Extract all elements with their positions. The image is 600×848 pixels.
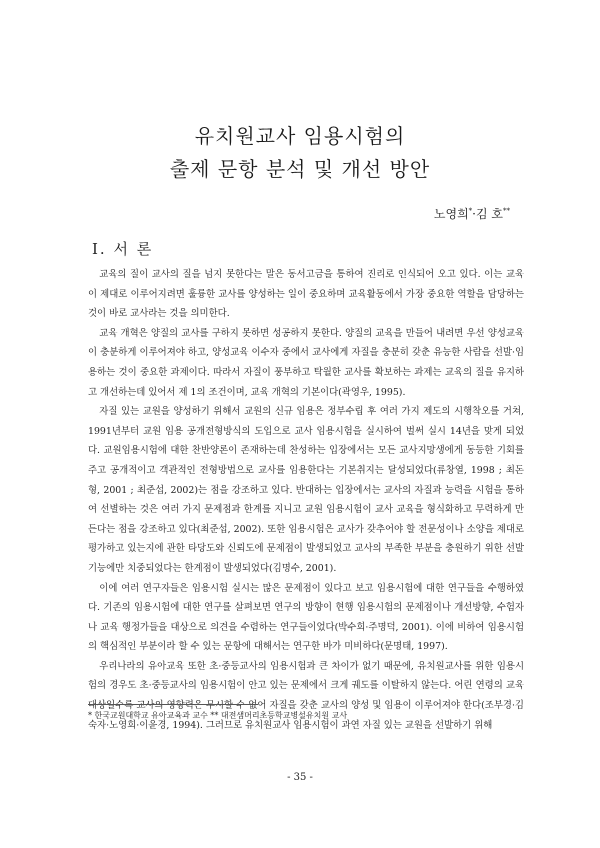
author-name-2: 김 호: [476, 207, 503, 221]
body-text: [88, 265, 524, 735]
author-separator: ·: [472, 207, 476, 221]
author-mark-2: **: [503, 207, 510, 215]
footnote: * 한국교원대학교 유아교육과 교수 ** 대전샘머리초등학교병설유치원 교사: [88, 711, 348, 720]
paragraph-2: 교육 개혁은 양질의 교사를 구하지 못하면 성공하지 못한다. 양질의 교육을 만들어 내려면 우선 양성교육이 충분하게 이루어져야 하고, 양성교육 이수자 중에서 교사에게 자질을 충분히 갖춘 유능한 사람을 선발·임용하는 것이 중요한 과제이다. 따라서 자질이 풍부하고 탁월한 교사를 확보하는 과제는 교육의 질을 유지하고 개선하는데 있어서 제 1의 조건이며, 교육 개혁의 기본이다(곽영우, 1995).: [88, 327, 524, 398]
paragraph-4: 이에 여러 연구자들은 임용시험 실시는 많은 문제점이 있다고 보고 임용시험에 대한 연구들을 수행하였다. 기존의 임용시험에 대한 연구를 살펴보면 연구의 방향이 현행 임용시험의 문제점이나 개선방향, 수험자나 교육 행정가들을 대상으로 의견을 수렴하는 연구들이었다(박수희·주명덕, 2001). 이에 비하여 임용시험의 핵심적인 부분이라 할 수 있는 문항에 대해서는 연구한 바가 미비하다(문명태, 1997).: [88, 582, 524, 653]
paragraph-1: 교육의 질이 교사의 질을 넘지 못한다는 말은 동서고금을 통하여 진리로 인식되어 오고 있다. 이는 교육이 제대로 이루어지려면 훌륭한 교사를 양성하는 일이 중요하며 교육활동에서 가장 중요한 역할을 담당하는 것이 바로 교사라는 것을 의미한다.: [88, 269, 524, 320]
footnote-divider: [88, 704, 258, 705]
paper-title-line-1: 유치원교사 임용시험의: [194, 124, 406, 148]
section-heading: Ⅰ. 서 론: [92, 240, 154, 258]
author-name-1: 노영희: [433, 207, 469, 221]
author-line: [434, 205, 510, 222]
paragraph-5: 우리나라의 유아교육 또한 초·중등교사의 임용시험과 큰 차이가 없기 때문에, 유치원교사를 위한 임용시험의 경우도 초·중등교사의 임용시험이 안고 있는 문제에서 크게 궤도를 이탈하지 않는다. 어린 연령의 교육대상일수록 교사의 영향력은 무시할 수 없어 자질을 갖춘 교사의 양성 및 임용이 이루어져야 한다(조부경·김숙자·노영희·이윤경, 1994). 그러므로 유치원교사 임용시험이 과연 자질 있는 교원을 선발하기 위해: [88, 660, 524, 731]
page-number: - 35 -: [287, 772, 313, 783]
paper-title-line-2: 출제 문항 분석 및 개선 방안: [169, 157, 431, 181]
author-mark-1: *: [468, 207, 473, 215]
paragraph-3: 자질 있는 교원을 양성하기 위해서 교원의 신규 임용은 정부수립 후 여러 가지 제도의 시행착오를 거쳐, 1991년부터 교원 임용 공개전형방식의 도입으로 교사 임용시험을 실시하여 벌써 실시 14년을 맞게 되었다. 교원임용시험에 대한 찬반양론이 존재하는데 찬성하는 입장에서는 모든 교사지망생에게 동등한 기회를 주고 공개적이고 객관적인 전형방법으로 교사를 임용한다는 기본취지는 달성되었다(류창열, 1998 ; 최돈형, 2001 ; 최준섭, 2002)는 점을 강조하고 있다. 반대하는 입장에서는 교사의 자질과 능력을 시험을 통하여 선별하는 것은 여러 가지 문제점과 한계를 지니고 교원 임용시험이 교사 교육을 형식화하고 무력하게 만든다는 점을 강조하고 있다(최준섭, 2002). 또한 임용시험은 교사가 갖추어야 할 전문성이나 소양을 제대로 평가하고 있는지에 관한 타당도와 신뢰도에 문제점이 발생되었고 교사의 부족한 부분을 충원하기 위한 선발기능에만 치중되었다는 한계점이 발생되었다(김명수, 2001).: [88, 406, 524, 574]
